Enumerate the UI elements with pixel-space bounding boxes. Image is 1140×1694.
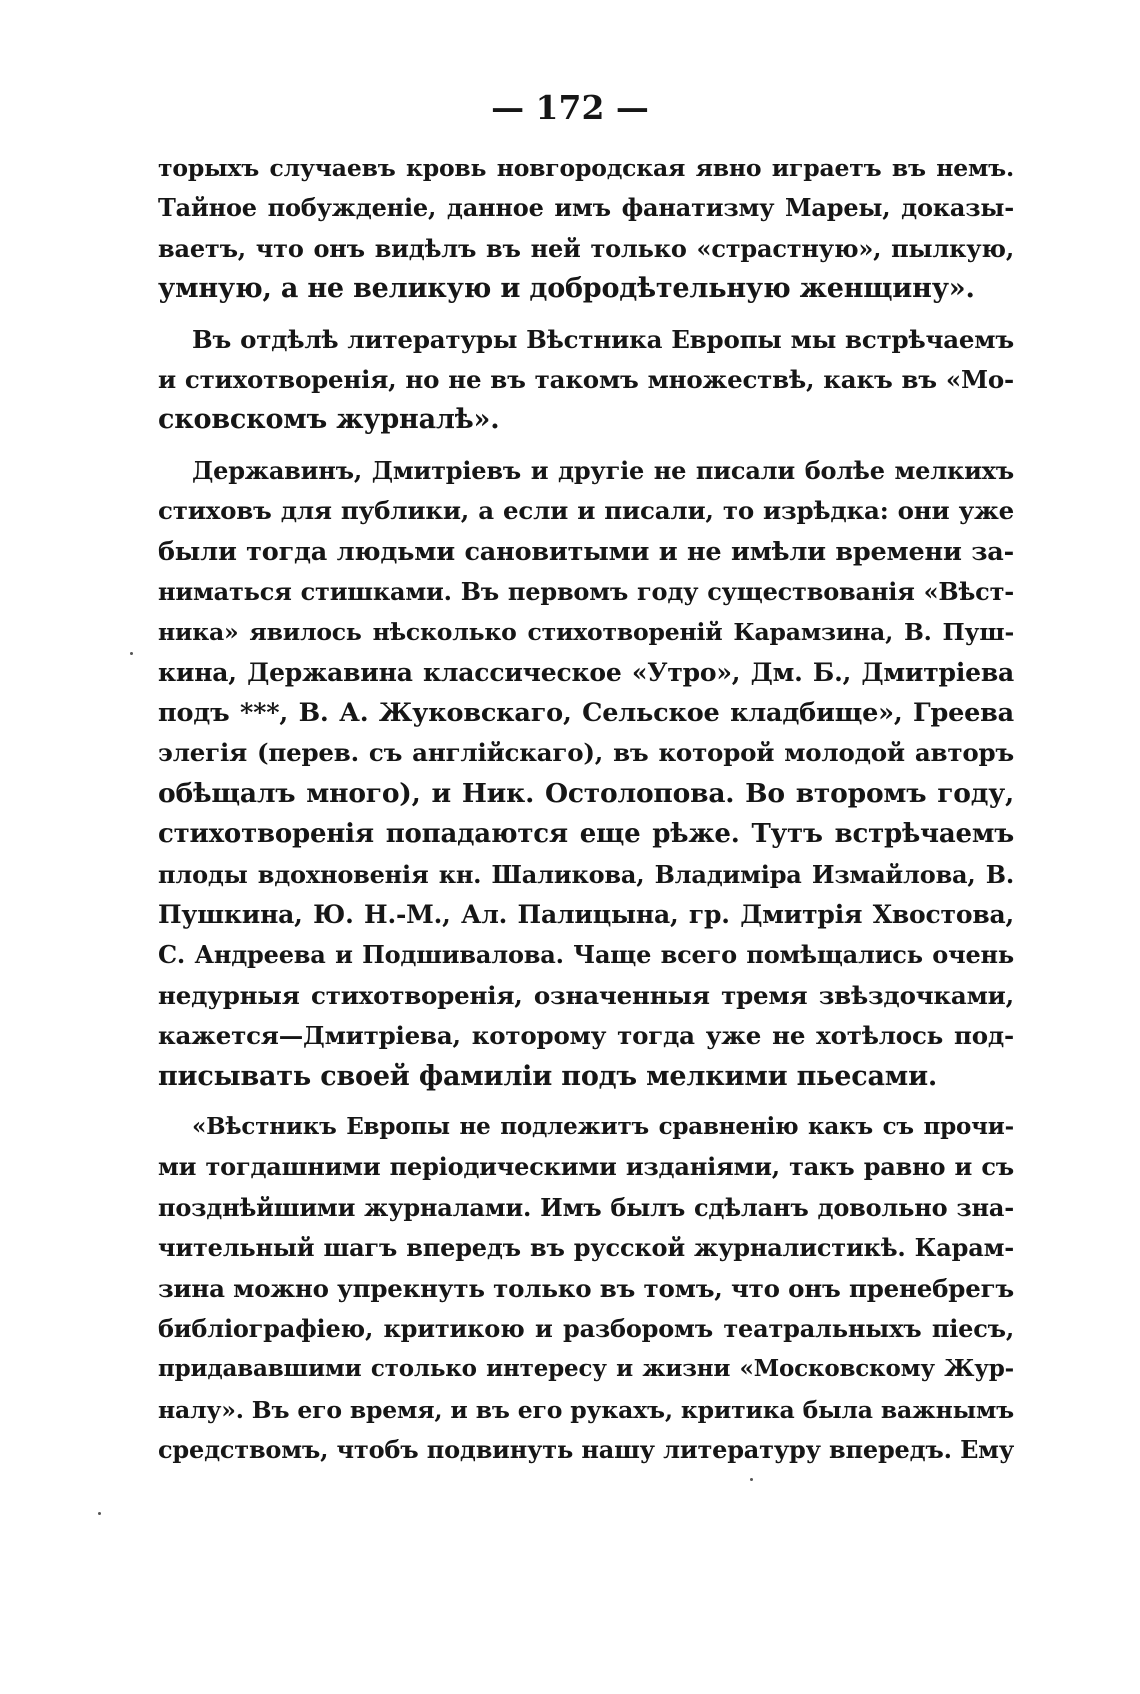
text-line: подъ ***, В. А. Жуковскаго, Сельское кладбище», Греева: [158, 698, 1014, 729]
paragraph-gap: [158, 310, 1014, 320]
page-number: — 172 —: [491, 88, 649, 127]
text-line: были тогда людьми сановитыми и не имѣли времени за-: [158, 536, 1014, 567]
text-line: С. Андреева и Подшивалова. Чаще всего помѣщались очень: [158, 940, 1014, 970]
text-line: придававшими столько интересу и жизни «Московскому Жур-: [158, 1355, 1014, 1383]
text-line: обѣщалъ много), и Ник. Остолопова. Во второмъ году,: [158, 777, 1014, 809]
text-line: сковскомъ журналѣ».: [158, 404, 500, 436]
paragraph: [158, 148, 1014, 310]
scan-speck: [98, 1512, 101, 1515]
text-line: ваетъ, что онъ видѣлъ въ ней только «страстную», пылкую,: [158, 233, 1014, 263]
text-line: чительный шагъ впередъ въ русской журналистикѣ. Карам-: [158, 1233, 1014, 1263]
text-line: библіографіею, критикою и разборомъ театральныхъ піесъ,: [158, 1313, 1014, 1343]
text-line: налу». Въ его время, и въ его рукахъ, критика была важнымъ: [158, 1395, 1014, 1424]
scan-speck: [750, 1478, 753, 1481]
text-line: торыхъ случаевъ кровь новгородская явно играетъ въ немъ.: [158, 154, 1014, 182]
paragraph: [158, 451, 1014, 1097]
text-line: кажется—Дмитріева, которому тогда уже не хотѣлось под-: [158, 1021, 1014, 1051]
text-line: элегія (перев. съ англійскаго), въ которой молодой авторъ: [158, 738, 1014, 768]
paragraph: [158, 1107, 1014, 1471]
text-line: писывать своей фамиліи подъ мелкими пьесами.: [158, 1060, 938, 1092]
text-line: средствомъ, чтобъ подвинуть нашу литературу впередъ. Ему: [158, 1435, 1014, 1465]
text-line: и стихотворенія, но не въ такомъ множествѣ, какъ въ «Мо-: [158, 364, 1014, 394]
paragraph-gap: [158, 1097, 1014, 1107]
text-line: плоды вдохновенія кн. Шаликова, Владиміра Измайлова, В.: [158, 859, 1014, 889]
text-line: ми тогдашними періодическими изданіями, такъ равно и съ: [158, 1152, 1014, 1182]
paragraph-gap: [158, 441, 1014, 451]
text-line: ника» явилось нѣсколько стихотвореній Карамзина, В. Пуш-: [158, 618, 1014, 647]
paragraph: [158, 320, 1014, 441]
text-line: умную, а не великую и добродѣтельную женщину».: [158, 273, 975, 305]
text-line: кина, Державина классическое «Утро», Дм. Б., Дмитріева: [158, 657, 1014, 687]
text-line: позднѣйшими журналами. Имъ былъ сдѣланъ довольно зна-: [158, 1192, 1014, 1222]
scan-speck: [130, 652, 133, 655]
text-line: зина можно упрекнуть только въ томъ, что онъ пренебрегъ: [158, 1273, 1014, 1303]
text-line: Тайное побужденіе, данное имъ фанатизму Мареы, доказы-: [158, 193, 1014, 223]
text-line: стиховъ для публики, а если и писали, то изрѣдка: они уже: [158, 496, 1014, 526]
text-line: стихотворенія попадаются еще рѣже. Тутъ встрѣчаемъ: [158, 819, 1014, 850]
text-line: Пушкина, Ю. Н.-М., Ал. Палицына, гр. Дмитрія Хвостова,: [158, 900, 1014, 930]
text-line: недурныя стихотворенія, означенныя тремя звѣздочками,: [158, 980, 1014, 1010]
text-line: Въ отдѣлѣ литературы Вѣстника Европы мы встрѣчаемъ: [192, 324, 1014, 354]
text-line: ниматься стишками. Въ первомъ году существованія «Вѣст-: [158, 576, 1014, 606]
body-text: [158, 148, 1014, 1471]
text-line: «Вѣстникъ Европы не подлежитъ сравненію какъ съ прочи-: [192, 1112, 1014, 1140]
text-line: Державинъ, Дмитріевъ и другіе не писали болѣе мелкихъ: [192, 455, 1014, 485]
